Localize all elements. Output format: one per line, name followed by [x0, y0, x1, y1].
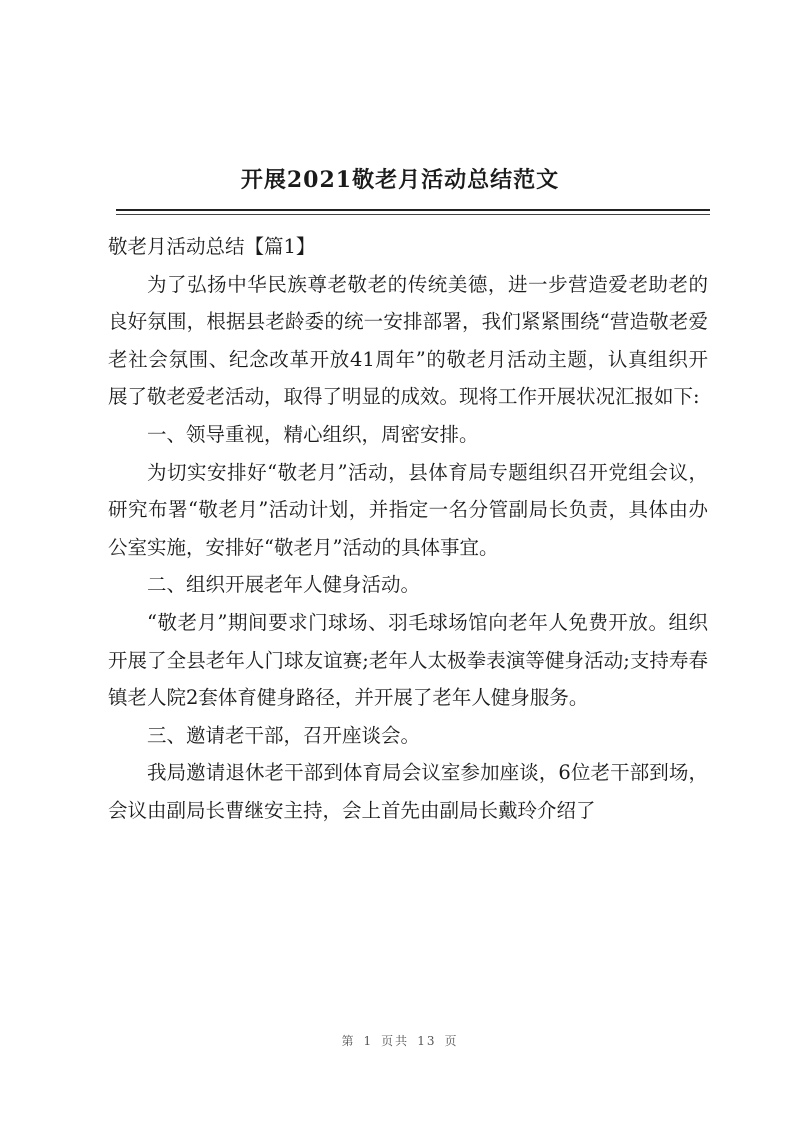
paragraph-2: “敬老月”期间要求门球场、羽毛球场馆向老年人免费开放。组织开展了全县老年人门球友谊赛;老年人太极拳表演等健身活动;支持寿春镇老人院2套体育健身路径，并开展了老年人健身服务。 [108, 610, 708, 710]
subheading-3: 三、邀请老干部，召开座谈会。 [147, 723, 421, 747]
paragraph-intro: 为了弘扬中华民族尊老敬老的传统美德，进一步营造爱老助老的良好氛围，根据县老龄委的统一安排部署，我们紧紧围绕“营造敬老爱老社会氛围、纪念改革开放41周年”的敬老月活动主题，认真组织开展了敬老爱老活动，取得了明显的成效。现将工作开展状况汇报如下: [108, 272, 708, 409]
footer-prefix: 第 [341, 1034, 356, 1048]
footer-middle: 页共 [381, 1034, 410, 1048]
title-divider [116, 209, 710, 211]
total-page-count: 13 [417, 1034, 437, 1048]
document-body [108, 228, 708, 830]
footer-suffix: 页 [444, 1034, 459, 1048]
paragraph-1: 为切实安排好“敬老月”活动，县体育局专题组织召开党组会议，研究布署“敬老月”活动计划，并指定一名分管副局长负责，具体由办公室实施，安排好“敬老月”活动的具体事宜。 [108, 460, 708, 559]
page-footer [0, 1032, 800, 1049]
paragraph-3: 我局邀请退休老干部到体育局会议室参加座谈，6位老干部到场，会议由副局长曹继安主持，会上首先由副局长戴玲介绍了 [108, 761, 708, 822]
subheading-1: 一、领导重视，精心组织，周密安排。 [147, 422, 479, 446]
subheading-2: 二、组织开展老年人健身活动。 [147, 573, 421, 597]
section-heading: 敬老月活动总结【篇1】 [108, 235, 316, 258]
current-page-number: 1 [363, 1034, 374, 1048]
title-divider-thin [116, 214, 710, 215]
page-title: 开展2021敬老月活动总结范文 [240, 167, 560, 193]
